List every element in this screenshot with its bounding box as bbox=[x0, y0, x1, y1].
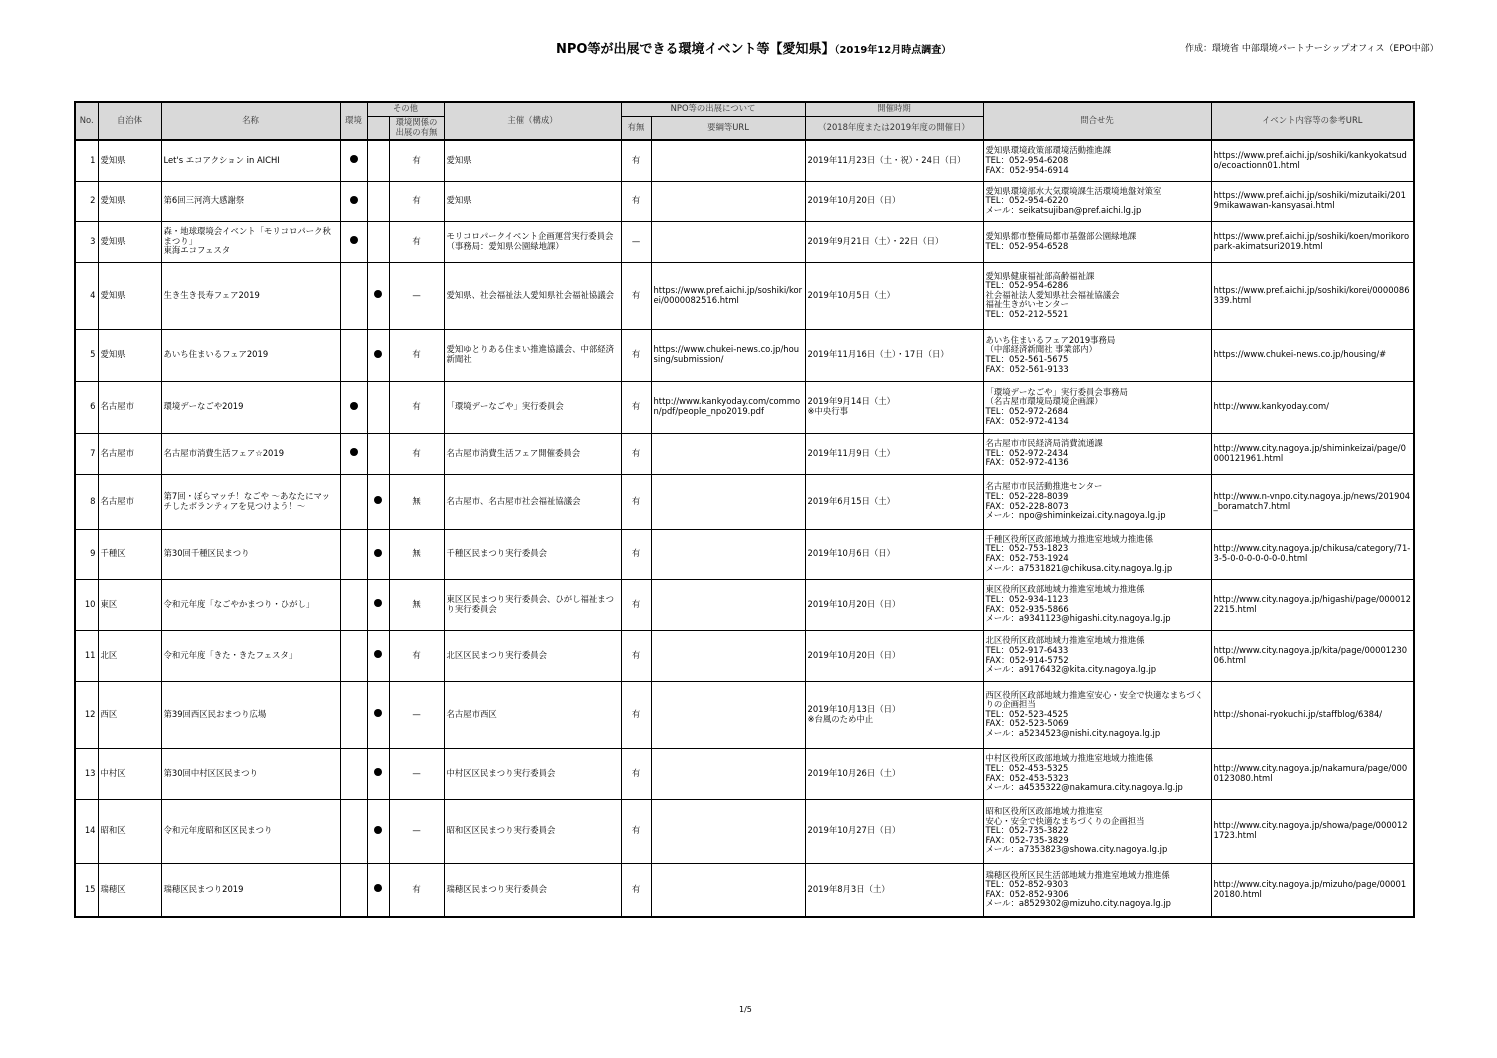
cell-contact: 瑞穂区役所区民生活部地域力推進室地域力推進係 TEL：052-852-9303 FAX：052-852-9306 メール：a8529302@mizuho.city.nagoya.lg.jp bbox=[983, 863, 1211, 917]
cell-ref-url: https://www.pref.aichi.jp/soshiki/koen/morikoropark-akimatsuri2019.html bbox=[1211, 221, 1414, 262]
title-sub: （2019年12月時点調査） bbox=[834, 45, 952, 56]
cell-no: 12 bbox=[75, 681, 98, 748]
cell-date: 2019年10月6日（日） bbox=[805, 529, 983, 579]
cell-other-dot bbox=[367, 140, 389, 181]
table-row bbox=[75, 863, 1414, 917]
cell-no: 6 bbox=[75, 381, 98, 433]
cell-other-dot bbox=[367, 630, 389, 681]
cell-npo-url bbox=[651, 863, 805, 917]
cell-no: 3 bbox=[75, 221, 98, 262]
cell-municipality: 昭和区 bbox=[98, 799, 161, 863]
cell-no: 2 bbox=[75, 181, 98, 221]
table-row bbox=[75, 474, 1414, 529]
cell-environment bbox=[340, 748, 367, 799]
cell-npo-flag: 有 bbox=[621, 799, 651, 863]
header-other-blank bbox=[367, 116, 389, 140]
cell-contact: 「環境デーなごや」実行委員会事務局 （名古屋市環境局環境企画課） TEL：052-972-2684 FAX：052-972-4134 bbox=[983, 381, 1211, 433]
cell-other: 無 bbox=[389, 579, 444, 630]
cell-other: 有 bbox=[389, 863, 444, 917]
cell-no: 10 bbox=[75, 579, 98, 630]
cell-name: 第39回西区民おまつり広場 bbox=[161, 681, 340, 748]
cell-municipality: 名古屋市 bbox=[98, 474, 161, 529]
table-row bbox=[75, 381, 1414, 433]
cell-name: 森・地球環境会イベント「モリコロパーク秋まつり」 東海エコフェスタ bbox=[161, 221, 340, 262]
filled-circle-icon bbox=[374, 549, 382, 557]
cell-npo-flag: 有 bbox=[621, 748, 651, 799]
cell-npo-url bbox=[651, 529, 805, 579]
cell-other: 有 bbox=[389, 221, 444, 262]
cell-no: 8 bbox=[75, 474, 98, 529]
table-row bbox=[75, 221, 1414, 262]
cell-other: 有 bbox=[389, 140, 444, 181]
filled-circle-icon bbox=[350, 196, 358, 204]
filled-circle-icon bbox=[374, 290, 382, 298]
cell-organizer: 東区区民まつり実行委員会、ひがし福祉まつり実行委員会 bbox=[444, 579, 621, 630]
author-note: 作成：環境省 中部環境パートナーシップオフィス（EPO中部） bbox=[1185, 44, 1439, 54]
cell-npo-flag: 有 bbox=[621, 681, 651, 748]
table-row bbox=[75, 262, 1414, 329]
cell-municipality: 西区 bbox=[98, 681, 161, 748]
cell-npo-flag: 有 bbox=[621, 630, 651, 681]
cell-date: 2019年11月9日（土） bbox=[805, 433, 983, 474]
cell-npo-url bbox=[651, 799, 805, 863]
cell-date: 2019年10月5日（土） bbox=[805, 262, 983, 329]
cell-name: 令和元年度昭和区区民まつり bbox=[161, 799, 340, 863]
filled-circle-icon bbox=[374, 350, 382, 358]
cell-contact: 東区役所区政部地域力推進室地域力推進係 TEL：052-934-1123 FAX：052-935-5866 メール：a9341123@higashi.city.nagoya.lg.jp bbox=[983, 579, 1211, 630]
cell-other: 有 bbox=[389, 329, 444, 381]
filled-circle-icon bbox=[350, 402, 358, 410]
table-row bbox=[75, 529, 1414, 579]
header-npo-flag: 有無 bbox=[621, 116, 651, 140]
cell-ref-url: https://www.chukei-news.co.jp/housing/# bbox=[1211, 329, 1414, 381]
cell-organizer: 名古屋市消費生活フェア開催委員会 bbox=[444, 433, 621, 474]
cell-date: 2019年9月21日（土）・22日（日） bbox=[805, 221, 983, 262]
header-period-sub: （2018年度または2019年度の開催日） bbox=[805, 116, 983, 140]
cell-municipality: 愛知県 bbox=[98, 140, 161, 181]
cell-date: 2019年9月14日（土） ※中央行事 bbox=[805, 381, 983, 433]
cell-other: 有 bbox=[389, 381, 444, 433]
cell-municipality: 愛知県 bbox=[98, 221, 161, 262]
cell-other-dot bbox=[367, 262, 389, 329]
cell-municipality: 名古屋市 bbox=[98, 381, 161, 433]
cell-other: — bbox=[389, 799, 444, 863]
header-other: その他 bbox=[367, 102, 444, 116]
cell-environment bbox=[340, 863, 367, 917]
cell-other: 有 bbox=[389, 630, 444, 681]
header-no: No. bbox=[75, 102, 98, 140]
cell-npo-flag: 有 bbox=[621, 329, 651, 381]
cell-npo-url bbox=[651, 181, 805, 221]
cell-date: 2019年10月13日（日） ※台風のため中止 bbox=[805, 681, 983, 748]
cell-environment bbox=[340, 474, 367, 529]
cell-contact: あいち住まいるフェア2019事務局 （中部経済新聞社 事業部内） TEL：052-561-5675 FAX：052-561-9133 bbox=[983, 329, 1211, 381]
cell-npo-url bbox=[651, 579, 805, 630]
cell-contact: 愛知県都市整備局都市基盤部公園緑地課 TEL：052-954-6528 bbox=[983, 221, 1211, 262]
cell-organizer: 愛知ゆとりある住まい推進協議会、中部経済新聞社 bbox=[444, 329, 621, 381]
table-row bbox=[75, 630, 1414, 681]
filled-circle-icon bbox=[350, 448, 358, 456]
cell-environment bbox=[340, 140, 367, 181]
header-municipality: 自治体 bbox=[98, 102, 161, 140]
cell-organizer: 瑞穂区民まつり実行委員会 bbox=[444, 863, 621, 917]
cell-contact: 昭和区役所区政部地域力推進室 安心・安全で快適なまちづくりの企画担当 TEL：052-735-3822 FAX：052-735-3829 メール：a7353823@showa.city.nagoya.lg.jp bbox=[983, 799, 1211, 863]
cell-other: 有 bbox=[389, 433, 444, 474]
filled-circle-icon bbox=[374, 709, 382, 717]
cell-organizer: 愛知県 bbox=[444, 140, 621, 181]
cell-ref-url: https://www.pref.aichi.jp/soshiki/korei/0000086339.html bbox=[1211, 262, 1414, 329]
cell-ref-url: http://www.kankyoday.com/ bbox=[1211, 381, 1414, 433]
cell-name: Let's エコアクション in AICHI bbox=[161, 140, 340, 181]
cell-ref-url: http://www.city.nagoya.jp/showa/page/0000121723.html bbox=[1211, 799, 1414, 863]
cell-no: 15 bbox=[75, 863, 98, 917]
filled-circle-icon bbox=[374, 496, 382, 504]
table-row bbox=[75, 329, 1414, 381]
cell-contact: 愛知県環境部水大気環境課生活環境地盤対策室 TEL：052-954-6220 メール：seikatsujiban@pref.aichi.lg.jp bbox=[983, 181, 1211, 221]
cell-environment bbox=[340, 681, 367, 748]
page-title bbox=[556, 38, 951, 57]
cell-ref-url: https://www.pref.aichi.jp/soshiki/mizutaiki/2019mikawawan-kansyasai.html bbox=[1211, 181, 1414, 221]
cell-other-dot bbox=[367, 474, 389, 529]
table-row bbox=[75, 181, 1414, 221]
cell-name: 生き生き長寿フェア2019 bbox=[161, 262, 340, 329]
cell-environment bbox=[340, 630, 367, 681]
cell-contact: 千種区役所区政部地域力推進室地域力推進係 TEL：052-753-1823 FAX：052-753-1924 メール：a7531821@chikusa.city.nagoya.lg.jp bbox=[983, 529, 1211, 579]
header-npo: NPO等の出展について bbox=[621, 102, 805, 116]
cell-other-dot bbox=[367, 221, 389, 262]
table-row bbox=[75, 799, 1414, 863]
filled-circle-icon bbox=[374, 768, 382, 776]
table-row bbox=[75, 433, 1414, 474]
cell-contact: 中村区役所区政部地域力推進室地域力推進係 TEL：052-453-5325 FAX：052-453-5323 メール：a4535322@nakamura.city.nagoya.lg.jp bbox=[983, 748, 1211, 799]
cell-npo-url bbox=[651, 630, 805, 681]
cell-npo-flag: — bbox=[621, 221, 651, 262]
cell-environment bbox=[340, 221, 367, 262]
cell-other-dot bbox=[367, 579, 389, 630]
cell-municipality: 千種区 bbox=[98, 529, 161, 579]
cell-municipality: 北区 bbox=[98, 630, 161, 681]
filled-circle-icon bbox=[374, 826, 382, 834]
cell-other: 有 bbox=[389, 181, 444, 221]
cell-contact: 北区役所区政部地域力推進室地域力推進係 TEL：052-917-6433 FAX：052-914-5752 メール：a9176432@kita.city.nagoya.lg.jp bbox=[983, 630, 1211, 681]
filled-circle-icon bbox=[374, 650, 382, 658]
cell-npo-url bbox=[651, 433, 805, 474]
cell-name: 環境デーなごや2019 bbox=[161, 381, 340, 433]
cell-name: 令和元年度「なごやかまつり・ひがし」 bbox=[161, 579, 340, 630]
cell-npo-flag: 有 bbox=[621, 433, 651, 474]
cell-organizer: 愛知県 bbox=[444, 181, 621, 221]
cell-date: 2019年10月20日（日） bbox=[805, 181, 983, 221]
cell-ref-url: http://shonai-ryokuchi.jp/staffblog/6384/ bbox=[1211, 681, 1414, 748]
cell-ref-url: http://www.city.nagoya.jp/higashi/page/0000122215.html bbox=[1211, 579, 1414, 630]
cell-name: 第30回中村区区民まつり bbox=[161, 748, 340, 799]
cell-organizer: 名古屋市西区 bbox=[444, 681, 621, 748]
cell-other: — bbox=[389, 262, 444, 329]
cell-npo-url bbox=[651, 221, 805, 262]
cell-npo-url bbox=[651, 748, 805, 799]
cell-npo-flag: 有 bbox=[621, 579, 651, 630]
cell-municipality: 愛知県 bbox=[98, 329, 161, 381]
cell-municipality: 瑞穂区 bbox=[98, 863, 161, 917]
cell-no: 7 bbox=[75, 433, 98, 474]
table-row bbox=[75, 579, 1414, 630]
cell-other: 無 bbox=[389, 474, 444, 529]
cell-date: 2019年10月20日（日） bbox=[805, 579, 983, 630]
cell-contact: 名古屋市市民経済局消費流通課 TEL：052-972-2434 FAX：052-972-4136 bbox=[983, 433, 1211, 474]
filled-circle-icon bbox=[374, 599, 382, 607]
cell-environment bbox=[340, 381, 367, 433]
header-contact: 問合せ先 bbox=[983, 102, 1211, 140]
header-npo-url: 要綱等URL bbox=[651, 116, 805, 140]
cell-name: 瑞穂区民まつり2019 bbox=[161, 863, 340, 917]
cell-no: 11 bbox=[75, 630, 98, 681]
cell-npo-url bbox=[651, 140, 805, 181]
cell-npo-flag: 有 bbox=[621, 262, 651, 329]
cell-environment bbox=[340, 181, 367, 221]
cell-environment bbox=[340, 529, 367, 579]
page-number: 1/5 bbox=[739, 1005, 752, 1014]
cell-name: 令和元年度「きた・きたフェスタ」 bbox=[161, 630, 340, 681]
cell-date: 2019年10月20日（日） bbox=[805, 630, 983, 681]
cell-contact: 愛知県環境政策部環境活動推進課 TEL：052-954-6208 FAX：052-954-6914 bbox=[983, 140, 1211, 181]
cell-name: 名古屋市消費生活フェア☆2019 bbox=[161, 433, 340, 474]
cell-other-dot bbox=[367, 748, 389, 799]
table-row bbox=[75, 748, 1414, 799]
cell-npo-flag: 有 bbox=[621, 181, 651, 221]
cell-date: 2019年10月26日（土） bbox=[805, 748, 983, 799]
cell-no: 5 bbox=[75, 329, 98, 381]
cell-organizer: 昭和区区民まつり実行委員会 bbox=[444, 799, 621, 863]
header-ref-url: イベント内容等の参考URL bbox=[1211, 102, 1414, 140]
cell-date: 2019年10月27日（日） bbox=[805, 799, 983, 863]
cell-ref-url: https://www.pref.aichi.jp/soshiki/kankyokatsudo/ecoactionn01.html bbox=[1211, 140, 1414, 181]
cell-ref-url: http://www.city.nagoya.jp/chikusa/category/71-3-5-0-0-0-0-0-0-0.html bbox=[1211, 529, 1414, 579]
cell-name: 第7回・ぼらマッチ！なごや ～あなたにマッチしたボランティアを見つけよう！～ bbox=[161, 474, 340, 529]
cell-no: 4 bbox=[75, 262, 98, 329]
cell-municipality: 愛知県 bbox=[98, 262, 161, 329]
cell-no: 9 bbox=[75, 529, 98, 579]
header-environment: 環境 bbox=[340, 102, 367, 140]
cell-ref-url: http://www.city.nagoya.jp/nakamura/page/0000123080.html bbox=[1211, 748, 1414, 799]
cell-npo-url: http://www.kankyoday.com/common/pdf/people_npo2019.pdf bbox=[651, 381, 805, 433]
cell-date: 2019年11月16日（土）・17日（日） bbox=[805, 329, 983, 381]
table-row bbox=[75, 681, 1414, 748]
cell-npo-url bbox=[651, 474, 805, 529]
header-other-sub: 環境関係の出展の有無 bbox=[389, 116, 444, 140]
cell-organizer: モリコロパークイベント企画運営実行委員会（事務局：愛知県公園緑地課） bbox=[444, 221, 621, 262]
cell-other: 無 bbox=[389, 529, 444, 579]
header-name: 名称 bbox=[161, 102, 340, 140]
cell-organizer: 北区区民まつり実行委員会 bbox=[444, 630, 621, 681]
header-period: 開催時期 bbox=[805, 102, 983, 116]
cell-contact: 愛知県健康福祉部高齢福祉課 TEL：052-954-6286 社会福祉法人愛知県社会福祉協議会 福祉生きがいセンター TEL：052-212-5521 bbox=[983, 262, 1211, 329]
cell-other-dot bbox=[367, 863, 389, 917]
cell-ref-url: http://www.city.nagoya.jp/shiminkeizai/page/0000121961.html bbox=[1211, 433, 1414, 474]
cell-environment bbox=[340, 329, 367, 381]
cell-ref-url: http://www.city.nagoya.jp/kita/page/0000123006.html bbox=[1211, 630, 1414, 681]
events-table bbox=[74, 101, 1415, 918]
cell-other-dot bbox=[367, 181, 389, 221]
cell-environment bbox=[340, 579, 367, 630]
cell-contact: 西区役所区政部地域力推進室安心・安全で快適なまちづくりの企画担当 TEL：052-523-4525 FAX：052-523-5069 メール：a5234523@nishi.city.nagoya.lg.jp bbox=[983, 681, 1211, 748]
cell-no: 1 bbox=[75, 140, 98, 181]
cell-name: 第30回千種区民まつり bbox=[161, 529, 340, 579]
cell-municipality: 中村区 bbox=[98, 748, 161, 799]
cell-date: 2019年8月3日（土） bbox=[805, 863, 983, 917]
cell-other-dot bbox=[367, 529, 389, 579]
cell-municipality: 愛知県 bbox=[98, 181, 161, 221]
cell-contact: 名古屋市市民活動推進センター TEL：052-228-8039 FAX：052-228-8073 メール：npo@shiminkeizai.city.nagoya.lg.jp bbox=[983, 474, 1211, 529]
cell-name: あいち住まいるフェア2019 bbox=[161, 329, 340, 381]
cell-name: 第6回三河湾大感謝祭 bbox=[161, 181, 340, 221]
cell-other-dot bbox=[367, 681, 389, 748]
cell-other-dot bbox=[367, 799, 389, 863]
cell-municipality: 名古屋市 bbox=[98, 433, 161, 474]
cell-organizer: 千種区民まつり実行委員会 bbox=[444, 529, 621, 579]
cell-npo-flag: 有 bbox=[621, 474, 651, 529]
cell-other: — bbox=[389, 681, 444, 748]
cell-ref-url: http://www.city.nagoya.jp/mizuho/page/0000120180.html bbox=[1211, 863, 1414, 917]
title-main: NPO等が出展できる環境イベント等【愛知県】 bbox=[556, 42, 835, 57]
cell-environment bbox=[340, 799, 367, 863]
cell-other-dot bbox=[367, 329, 389, 381]
cell-npo-flag: 有 bbox=[621, 863, 651, 917]
cell-other: — bbox=[389, 748, 444, 799]
cell-other-dot bbox=[367, 433, 389, 474]
cell-organizer: 「環境デーなごや」実行委員会 bbox=[444, 381, 621, 433]
cell-other-dot bbox=[367, 381, 389, 433]
cell-no: 14 bbox=[75, 799, 98, 863]
cell-date: 2019年11月23日（土・祝）・24日（日） bbox=[805, 140, 983, 181]
cell-npo-url: https://www.pref.aichi.jp/soshiki/korei/0000082516.html bbox=[651, 262, 805, 329]
cell-date: 2019年6月15日（土） bbox=[805, 474, 983, 529]
cell-npo-flag: 有 bbox=[621, 381, 651, 433]
cell-municipality: 東区 bbox=[98, 579, 161, 630]
cell-npo-url bbox=[651, 681, 805, 748]
filled-circle-icon bbox=[350, 236, 358, 244]
cell-npo-flag: 有 bbox=[621, 529, 651, 579]
filled-circle-icon bbox=[350, 155, 358, 163]
cell-ref-url: http://www.n-vnpo.city.nagoya.jp/news/201904_boramatch7.html bbox=[1211, 474, 1414, 529]
table-row bbox=[75, 140, 1414, 181]
cell-no: 13 bbox=[75, 748, 98, 799]
header-organizer: 主催（構成） bbox=[444, 102, 621, 140]
table-body bbox=[75, 140, 1414, 917]
cell-organizer: 名古屋市、名古屋市社会福祉協議会 bbox=[444, 474, 621, 529]
cell-environment bbox=[340, 262, 367, 329]
cell-npo-flag: 有 bbox=[621, 140, 651, 181]
cell-environment bbox=[340, 433, 367, 474]
cell-organizer: 愛知県、社会福祉法人愛知県社会福祉協議会 bbox=[444, 262, 621, 329]
filled-circle-icon bbox=[374, 884, 382, 892]
cell-organizer: 中村区区民まつり実行委員会 bbox=[444, 748, 621, 799]
cell-npo-url: https://www.chukei-news.co.jp/housing/submission/ bbox=[651, 329, 805, 381]
